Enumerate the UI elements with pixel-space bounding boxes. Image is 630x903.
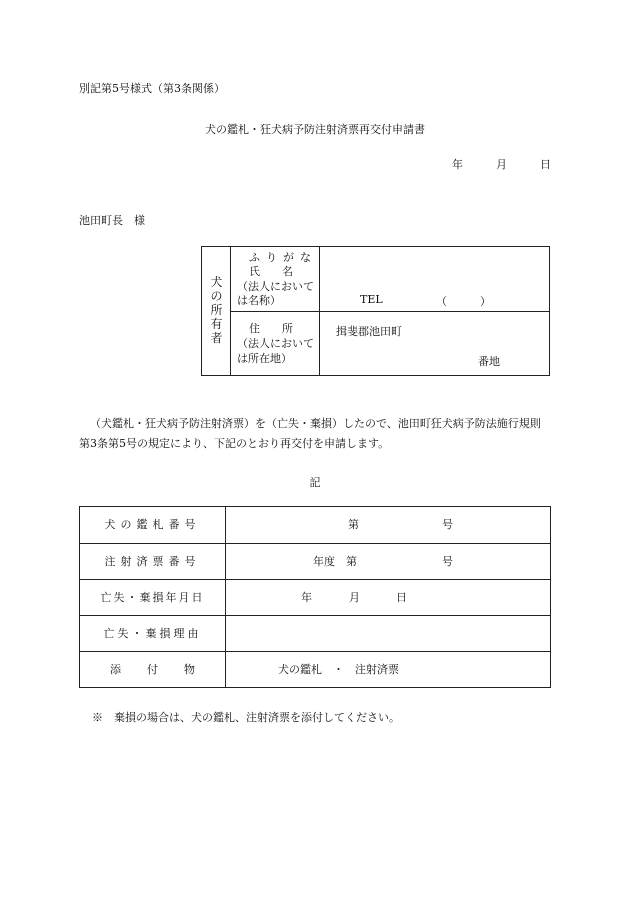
owner-table	[201, 246, 550, 376]
addressee: 池田町長 様	[79, 214, 145, 227]
form-id: 別記第5号様式（第3条関係）	[79, 82, 225, 95]
details-value-go: 号	[442, 555, 453, 568]
date-day: 日	[540, 158, 551, 171]
paragraph-line-1: （犬鑑札・狂犬病予防注射済票）を（亡失・棄損）したので、池田町狂犬病予防法施行規則	[90, 417, 541, 430]
vlabel-char: 所	[210, 303, 223, 317]
name-label: 氏 名	[249, 265, 293, 278]
details-value-day: 日	[396, 591, 407, 604]
details-row-injection-number	[80, 543, 550, 579]
vlabel-char: 有	[210, 317, 223, 331]
tel-label: TEL	[360, 293, 383, 306]
footnote: ※ 棄損の場合は、犬の鑑札、注射済票を添付してください。	[92, 711, 400, 724]
details-row-loss-date	[80, 579, 550, 615]
details-value-year: 年	[301, 591, 312, 604]
address-value: 揖斐郡池田町	[336, 325, 402, 338]
details-value-attachment: 犬の鑑札 ・ 注射済票	[278, 663, 399, 676]
details-value-go: 号	[442, 518, 453, 531]
document-title: 犬の鑑札・狂犬病予防注射済票再交付申請書	[205, 123, 425, 136]
vlabel-char: の	[210, 289, 223, 303]
details-value-nendo: 年度 第	[313, 555, 357, 568]
details-row-tag-number	[80, 507, 550, 543]
details-row-loss-reason	[80, 615, 550, 651]
details-key: 犬の鑑札番号	[104, 518, 201, 531]
owner-vertical-label	[202, 275, 231, 345]
vlabel-char: 犬	[210, 275, 223, 289]
owner-vertical-column	[202, 247, 231, 375]
address-corp-note-2: は所在地）	[237, 352, 292, 365]
vlabel-char: 者	[210, 331, 223, 345]
details-key: 添付物	[110, 663, 221, 676]
date-line	[452, 156, 551, 172]
details-row-attachment	[80, 651, 550, 687]
tel-parens: （ ）	[436, 295, 491, 308]
application-paragraph	[79, 414, 559, 454]
details-value-month: 月	[349, 591, 360, 604]
address-label: 住 所	[249, 322, 293, 335]
details-table	[79, 506, 551, 688]
owner-row-divider	[231, 311, 549, 312]
furigana-label: ふりがな	[249, 251, 317, 264]
details-key: 亡失・棄損理由	[103, 627, 202, 640]
paragraph-line-2: 第3条第5号の規定により、下記のとおり再交付を申請します。	[79, 437, 390, 450]
name-corp-note-2: は名称）	[237, 294, 281, 307]
ki-heading: 記	[309, 476, 321, 489]
banchi-label: 番地	[478, 355, 500, 368]
date-month: 月	[496, 158, 507, 171]
details-key: 亡失・棄損年月日	[100, 591, 205, 604]
name-corp-note-1: （法人において	[237, 280, 314, 293]
address-corp-note-1: （法人において	[237, 337, 314, 350]
details-value-dai: 第	[348, 518, 359, 531]
date-year: 年	[452, 158, 463, 171]
details-key: 注射済票番号	[104, 555, 201, 568]
